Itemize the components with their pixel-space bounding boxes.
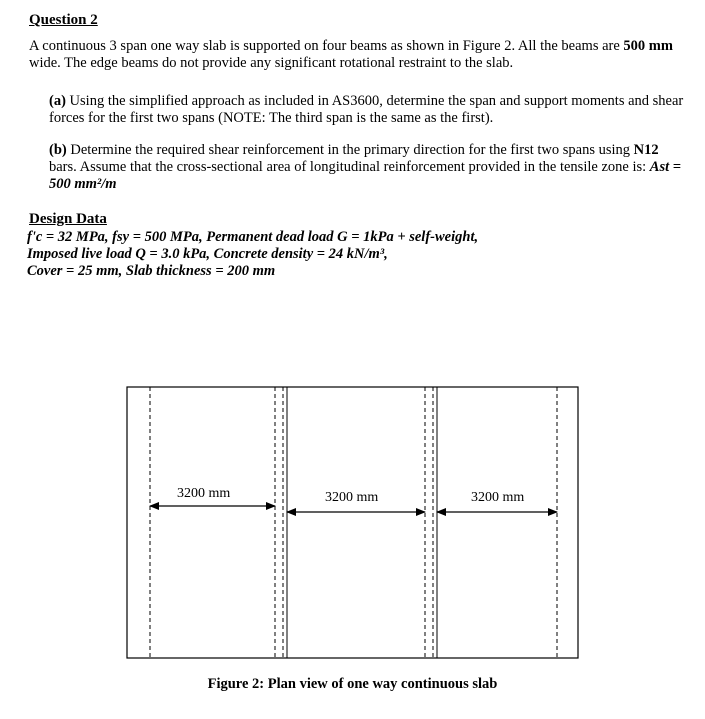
figure-caption: Figure 2: Plan view of one way continuous slab: [207, 676, 498, 692]
slab-outline: [127, 387, 578, 658]
design-data-title: Design Data: [29, 211, 107, 227]
part-a-text: Using the simplified approach as included in AS3600, determine the span and support moments and shear forces for the first two spans (NOTE: The third span is the same as the first).: [49, 93, 684, 126]
beam-width: 500 mm: [623, 38, 673, 54]
part-b: [49, 142, 689, 193]
slab-plan-figure: [125, 385, 580, 660]
ast-formula: Ast = 500 mm²/m: [49, 159, 682, 192]
design-data-line-3: Cover = 25 mm, Slab thickness = 200 mm: [27, 263, 276, 279]
span-label-3: 3200 mm: [471, 490, 525, 505]
span-label-1: 3200 mm: [177, 486, 231, 501]
part-a-label: (a): [49, 93, 66, 109]
intro-text-2: wide. The edge beams do not provide any significant rotational restraint to the slab.: [29, 55, 514, 71]
bar-size: N12: [633, 142, 659, 158]
design-data-line-2: Imposed live load Q = 3.0 kPa, Concrete density = 24 kN/m³,: [27, 246, 388, 262]
part-b-text-1: Determine the required shear reinforcement in the primary direction for the first two spans using: [70, 142, 634, 158]
part-b-text-2: bars. Assume that the cross-sectional area of longitudinal reinforcement provided in the tensile zone is:: [49, 159, 650, 175]
span-label-2: 3200 mm: [325, 490, 379, 505]
question-intro: [29, 38, 689, 72]
part-b-label: (b): [49, 142, 67, 158]
design-data-line-1: f'c = 32 MPa, fsy = 500 MPa, Permanent dead load G = 1kPa + self-weight,: [27, 229, 479, 245]
intro-text-1: A continuous 3 span one way slab is supported on four beams as shown in Figure 2. All the beams are: [29, 38, 624, 54]
question-title: Question 2: [29, 12, 98, 28]
part-a: [49, 93, 689, 127]
